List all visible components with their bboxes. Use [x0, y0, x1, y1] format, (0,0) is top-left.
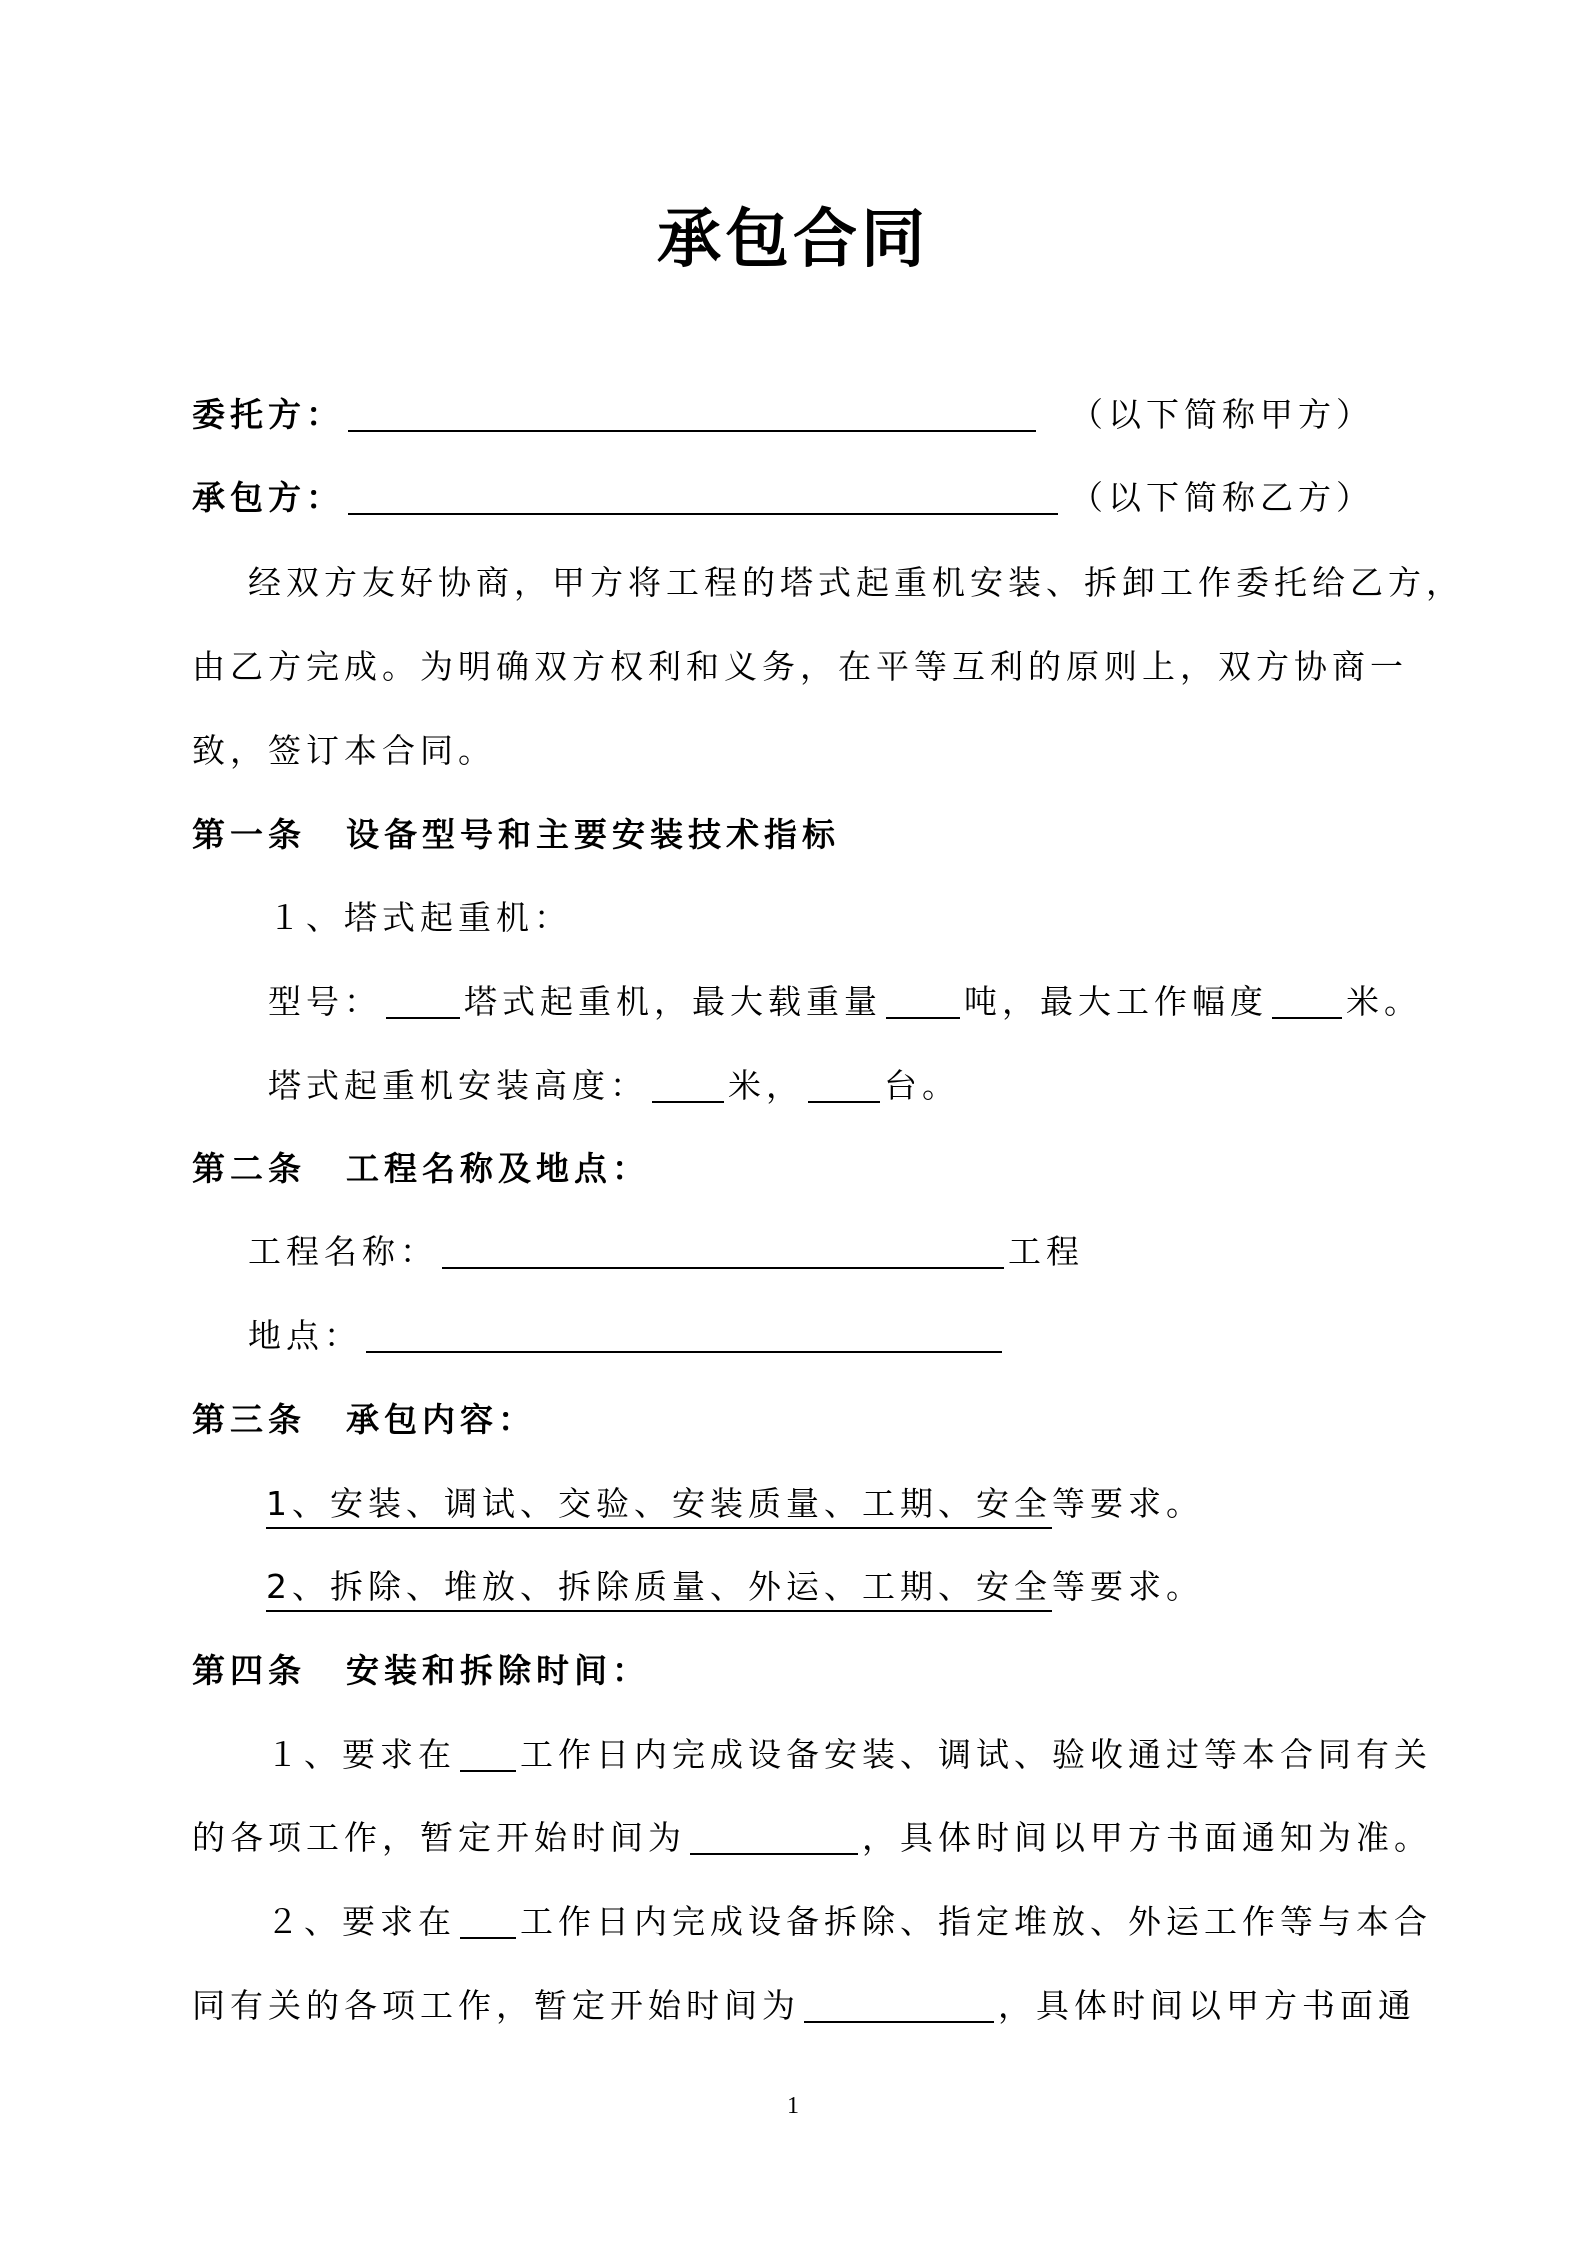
article-1-item-1: １、塔式起重机： — [268, 898, 572, 937]
document-title: 承包合同 — [657, 203, 929, 277]
article-3-item-1 — [266, 1484, 1204, 1524]
item-2-end: 等要求。 — [1052, 1567, 1204, 1606]
height-blank[interactable] — [652, 1071, 724, 1103]
height-label: 塔式起重机安装高度： — [268, 1066, 648, 1105]
removal-days-blank[interactable] — [460, 1907, 516, 1939]
removal-start-date-blank[interactable] — [804, 1991, 994, 2023]
p1-start: １、要求在 — [266, 1735, 456, 1774]
page-number: 1 — [787, 2093, 799, 2119]
article-1-title: 设备型号和主要安装技术指标 — [346, 815, 840, 854]
party-b-line — [192, 478, 1374, 518]
height-end: 台。 — [884, 1066, 960, 1105]
article-4-para-2-line-2 — [192, 1986, 1416, 2026]
article-3-title: 承包内容： — [346, 1400, 536, 1439]
p1-line2-end: ，具体时间以甲方书面通知为准。 — [862, 1818, 1432, 1857]
p2-mid: 工作日内完成设备拆除、指定堆放、外运工作等与本合 — [520, 1902, 1432, 1941]
p1-line2-start: 的各项工作，暂定开始时间为 — [192, 1818, 686, 1857]
unit-count-blank[interactable] — [808, 1071, 880, 1103]
max-range-blank[interactable] — [1272, 987, 1342, 1019]
item-2-underlined: 2、拆除、堆放、拆除质量、外运、工期、安全 — [266, 1567, 1052, 1612]
party-a-suffix: （以下简称甲方） — [1070, 395, 1374, 434]
item-1-end: 等要求。 — [1052, 1484, 1204, 1523]
article-3-number: 第三条 — [192, 1400, 306, 1439]
preamble-line-1: 经双方友好协商，甲方将工程的塔式起重机安装、拆卸工作委托给乙方， — [248, 563, 1464, 602]
item-1-underlined: 1、安装、调试、交验、安装质量、工期、安全 — [266, 1484, 1052, 1529]
article-1-heading — [192, 815, 840, 855]
article-4-para-1-line-1 — [266, 1735, 1432, 1775]
party-b-suffix: （以下简称乙方） — [1070, 478, 1374, 517]
party-a-label: 委托方： — [192, 395, 344, 434]
model-mid-1: 塔式起重机，最大载重量 — [464, 982, 882, 1021]
project-name-line — [248, 1232, 1084, 1272]
project-name-blank[interactable] — [442, 1237, 1004, 1269]
model-end: 米。 — [1346, 982, 1422, 1021]
article-4-para-1-line-2 — [192, 1818, 1432, 1858]
place-blank[interactable] — [366, 1321, 1002, 1353]
party-a-blank[interactable] — [348, 400, 1036, 432]
project-place-line — [248, 1316, 1006, 1356]
install-start-date-blank[interactable] — [690, 1823, 858, 1855]
project-name-label: 工程名称： — [248, 1232, 438, 1271]
install-days-blank[interactable] — [460, 1740, 516, 1772]
article-1-number: 第一条 — [192, 815, 306, 854]
article-1-model-line — [268, 982, 1422, 1022]
party-a-line — [192, 395, 1374, 435]
article-2-title: 工程名称及地点： — [346, 1149, 650, 1188]
preamble-line-3: 致，签订本合同。 — [192, 731, 496, 770]
preamble-line-2: 由乙方完成。为明确双方权利和义务，在平等互利的原则上，双方协商一 — [192, 647, 1408, 686]
party-b-blank[interactable] — [348, 483, 1058, 515]
article-3-item-2 — [266, 1567, 1204, 1607]
project-name-suffix: 工程 — [1008, 1232, 1084, 1271]
height-mid: 米， — [728, 1066, 804, 1105]
article-2-number: 第二条 — [192, 1149, 306, 1188]
p2-start: ２、要求在 — [266, 1902, 456, 1941]
article-4-para-2-line-1 — [266, 1902, 1432, 1942]
p2-line2-start: 同有关的各项工作，暂定开始时间为 — [192, 1986, 800, 2025]
p1-mid: 工作日内完成设备安装、调试、验收通过等本合同有关 — [520, 1735, 1432, 1774]
party-b-label: 承包方： — [192, 478, 344, 517]
article-4-title: 安装和拆除时间： — [346, 1651, 650, 1690]
p2-line2-end: ，具体时间以甲方书面通 — [998, 1986, 1416, 2025]
article-4-number: 第四条 — [192, 1651, 306, 1690]
model-label: 型号： — [268, 982, 382, 1021]
article-2-heading — [192, 1149, 650, 1189]
article-3-heading — [192, 1400, 536, 1440]
max-load-blank[interactable] — [886, 987, 960, 1019]
model-blank[interactable] — [386, 987, 460, 1019]
article-4-heading — [192, 1651, 650, 1691]
model-mid-2: 吨，最大工作幅度 — [964, 982, 1268, 1021]
article-1-height-line — [268, 1066, 960, 1106]
place-label: 地点： — [248, 1316, 362, 1355]
